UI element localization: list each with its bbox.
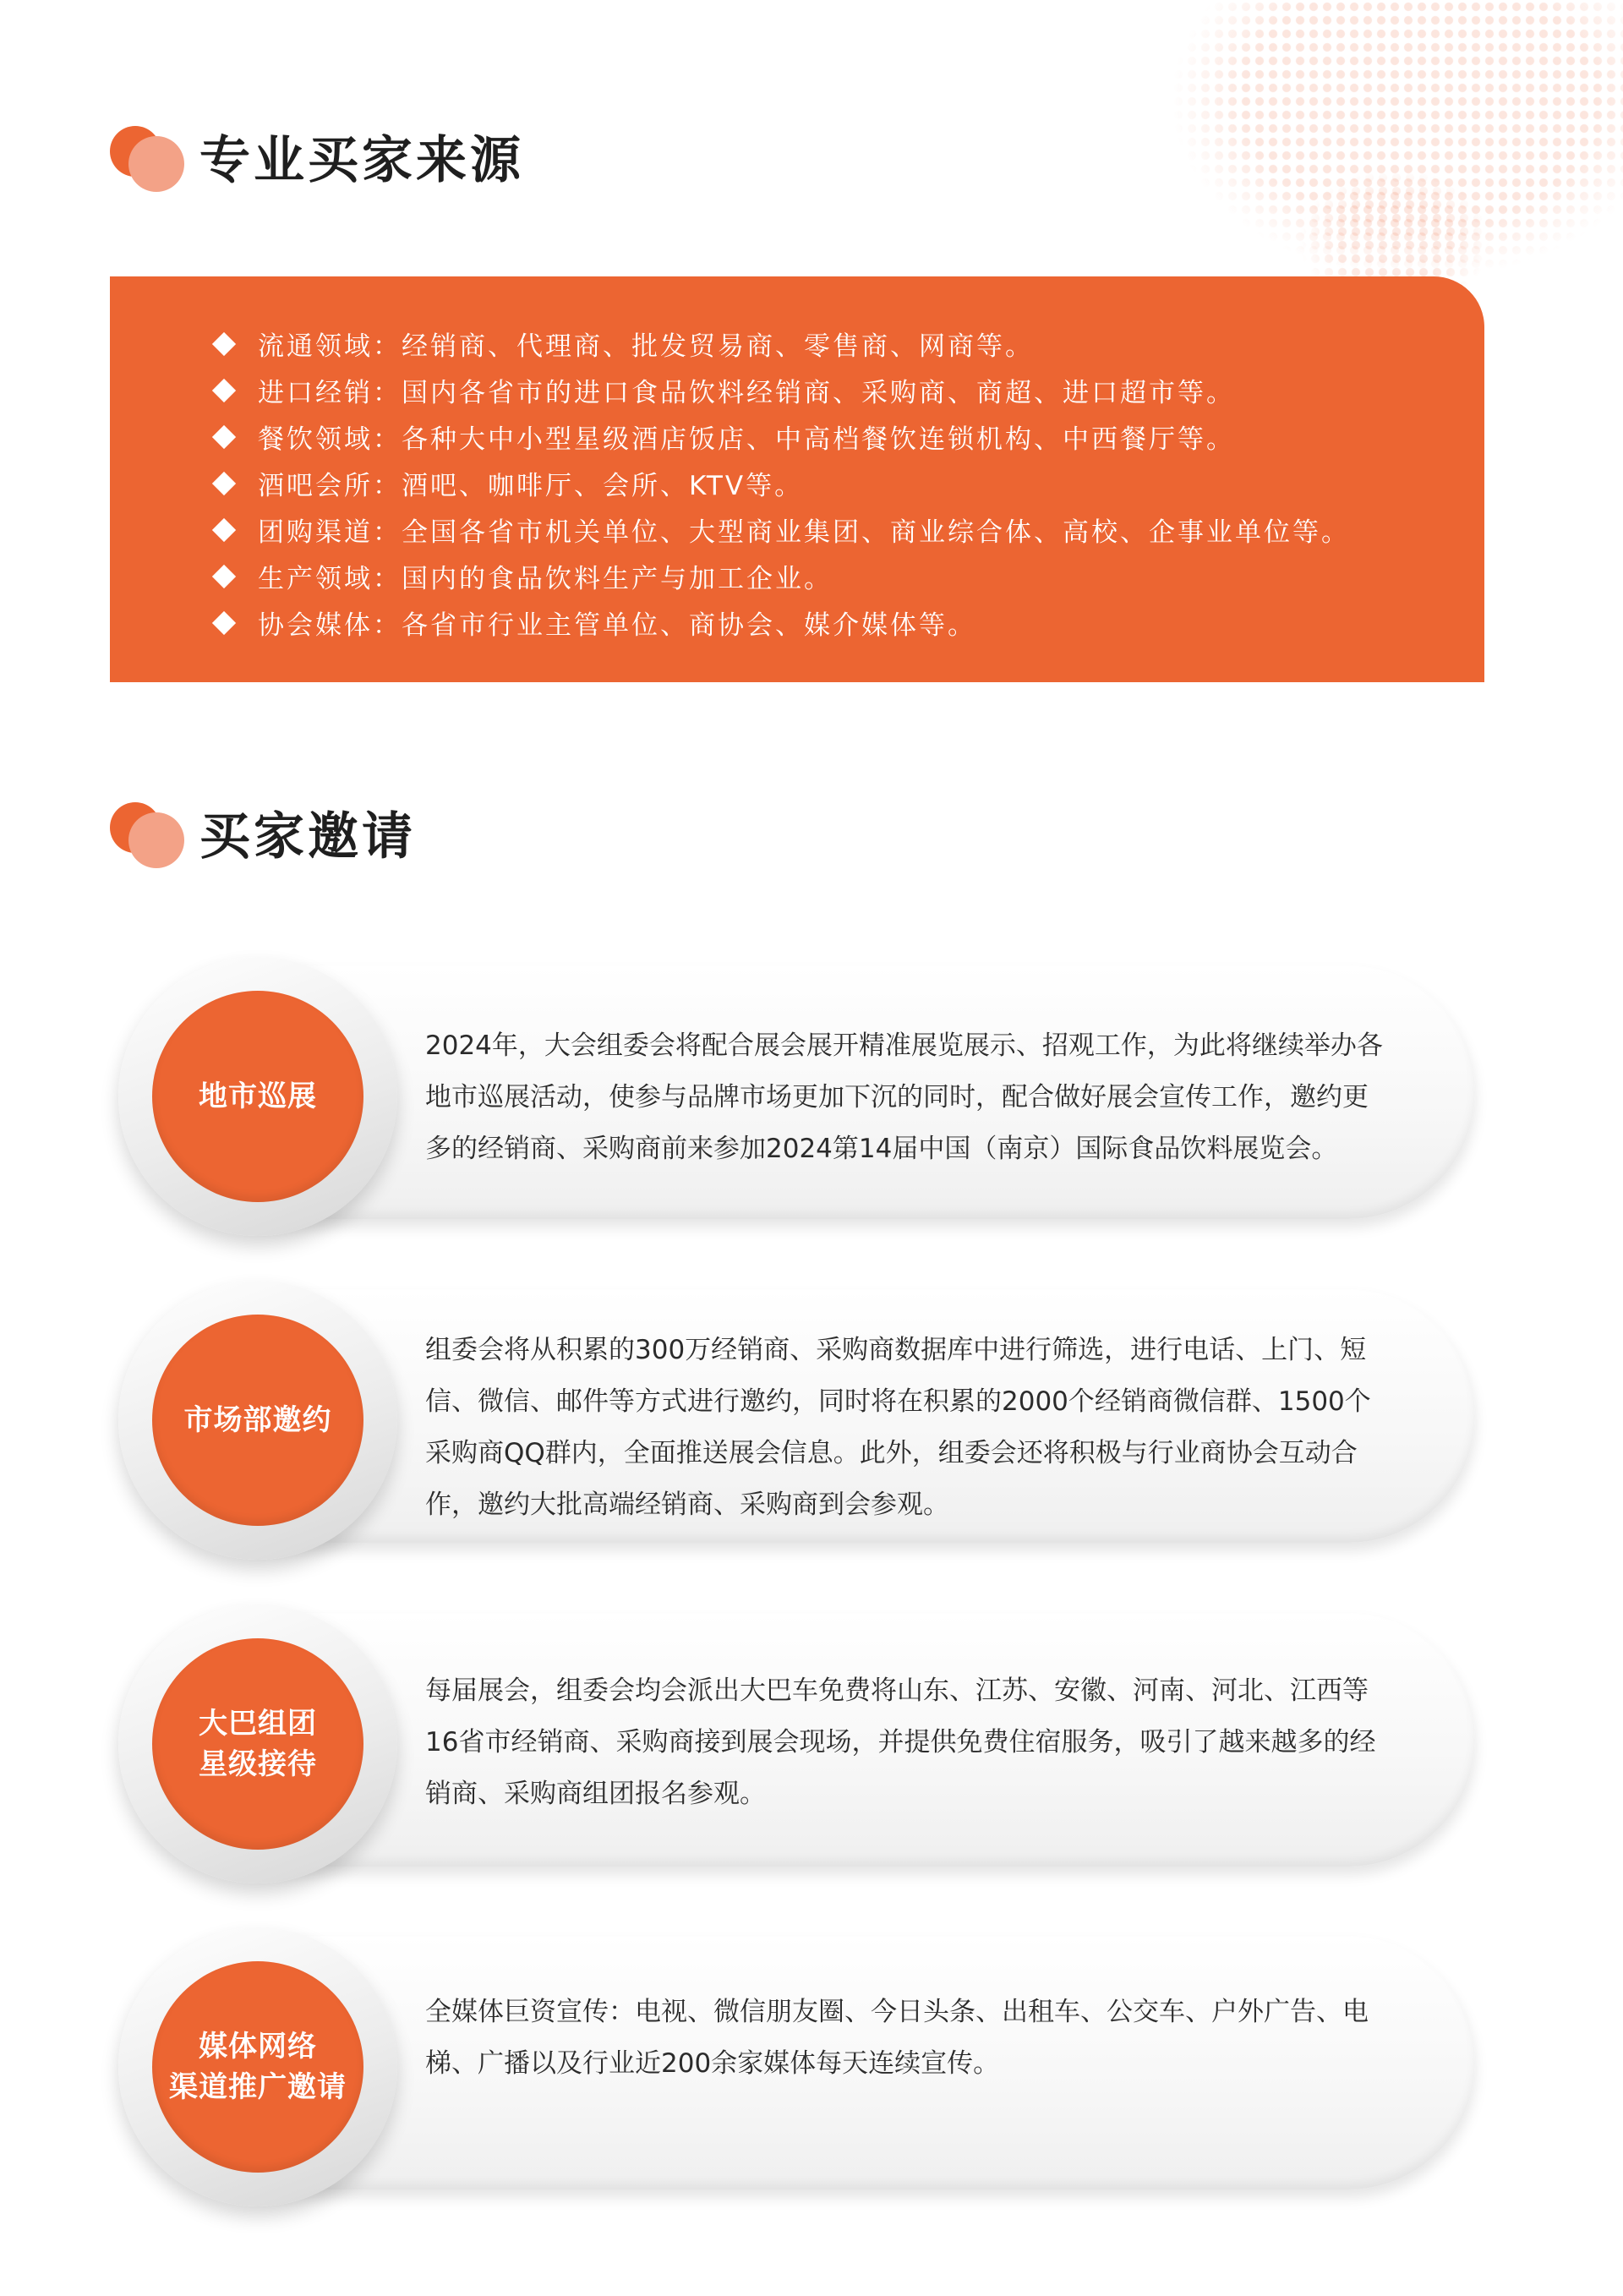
card-body-line: 组委会将从积累的300万经销商、采购商数据库中进行筛选，进行电话、上门、短 bbox=[425, 1335, 1367, 1365]
card-title-line: 星级接待 bbox=[199, 1747, 317, 1781]
source-item bbox=[216, 460, 1484, 506]
source-item bbox=[216, 506, 1484, 553]
source-label: 团购渠道： bbox=[258, 517, 402, 548]
invitation-card-media bbox=[118, 1936, 1475, 2198]
source-text: 国内各省市的进口食品饮料经销商、采购商、商超、进口超市等。 bbox=[402, 378, 1235, 408]
source-text: 各省市行业主管单位、商协会、媒介媒体等。 bbox=[402, 610, 976, 641]
source-text: 经销商、代理商、批发贸易商、零售商、网商等。 bbox=[402, 331, 1034, 362]
card-title-line: 媒体网络 bbox=[199, 2030, 317, 2064]
source-text: 酒吧、咖啡厅、会所、KTV等。 bbox=[402, 471, 804, 501]
heading-dots-icon bbox=[110, 123, 186, 190]
card-title-circle bbox=[152, 1315, 363, 1526]
card-body bbox=[425, 1987, 1541, 2090]
card-title-circle bbox=[152, 1638, 363, 1850]
card-title-line: 渠道推广邀请 bbox=[169, 2070, 347, 2104]
card-body-line: 采购商QQ群内，全面推送展会信息。此外，组委会还将积极与行业商协会互动合 bbox=[425, 1438, 1358, 1468]
source-label: 餐饮领域： bbox=[258, 424, 402, 455]
card-body-line: 多的经销商、采购商前来参加2024第14届中国（南京）国际食品饮料展览会。 bbox=[425, 1134, 1338, 1164]
source-item bbox=[216, 320, 1484, 367]
card-body bbox=[425, 1020, 1541, 1175]
invitation-card-marketing bbox=[118, 1289, 1475, 1551]
card-title-line: 地市巡展 bbox=[199, 1080, 317, 1113]
heading-dots-icon bbox=[110, 799, 186, 866]
card-title-circle bbox=[152, 1961, 363, 2173]
source-item bbox=[216, 367, 1484, 413]
source-label: 进口经销： bbox=[258, 378, 402, 408]
card-body bbox=[425, 1665, 1541, 1820]
sources-section-heading bbox=[110, 118, 524, 194]
card-body-line: 信、微信、邮件等方式进行邀约，同时将在积累的2000个经销商微信群、1500个 bbox=[425, 1386, 1371, 1417]
card-body-line: 全媒体巨资宣传：电视、微信朋友圈、今日头条、出租车、公交车、户外广告、电 bbox=[425, 1997, 1369, 2027]
source-label: 生产领域： bbox=[258, 564, 402, 594]
buyer-sources-box bbox=[110, 276, 1484, 682]
diamond-bullet-icon bbox=[212, 424, 236, 448]
source-item bbox=[216, 599, 1484, 646]
invitation-card-roadshow bbox=[118, 965, 1475, 1227]
diamond-bullet-icon bbox=[212, 517, 236, 541]
card-body-line: 2024年，大会组委会将配合展会展开精准展览展示、招观工作，为此将继续举办各 bbox=[425, 1030, 1383, 1061]
source-label: 酒吧会所： bbox=[258, 471, 402, 501]
card-body-line: 梯、广播以及行业近200余家媒体每天连续宣传。 bbox=[425, 2048, 1000, 2079]
source-text: 各种大中小型星级酒店饭店、中高档餐饮连锁机构、中西餐厅等。 bbox=[402, 424, 1235, 455]
card-body bbox=[425, 1325, 1541, 1531]
source-item bbox=[216, 553, 1484, 599]
card-title-circle bbox=[152, 991, 363, 1202]
invitation-card-bus-tour bbox=[118, 1613, 1475, 1875]
card-body-line: 每届展会，组委会均会派出大巴车免费将山东、江苏、安徽、河南、河北、江西等 bbox=[425, 1676, 1369, 1706]
invitation-title: 买家邀请 bbox=[199, 807, 416, 866]
card-title-line: 大巴组团 bbox=[199, 1707, 317, 1741]
diamond-bullet-icon bbox=[212, 471, 236, 495]
card-body-line: 地市巡展活动，使参与品牌市场更加下沉的同时，配合做好展会宣传工作，邀约更 bbox=[425, 1082, 1369, 1112]
card-body-line: 16省市经销商、采购商接到展会现场，并提供免费住宿服务，吸引了越来越多的经 bbox=[425, 1727, 1376, 1758]
source-text: 国内的食品饮料生产与加工企业。 bbox=[402, 564, 833, 594]
source-item bbox=[216, 413, 1484, 460]
diamond-bullet-icon bbox=[212, 378, 236, 402]
card-body-line: 销商、采购商组团报名参观。 bbox=[425, 1779, 766, 1809]
source-label: 协会媒体： bbox=[258, 610, 402, 641]
card-title-line: 市场部邀约 bbox=[183, 1403, 332, 1437]
source-label: 流通领域： bbox=[258, 331, 402, 362]
source-text: 全国各省市机关单位、大型商业集团、商业综合体、高校、企事业单位等。 bbox=[402, 517, 1350, 548]
diamond-bullet-icon bbox=[212, 564, 236, 588]
diamond-bullet-icon bbox=[212, 331, 236, 355]
invitation-section-heading bbox=[110, 795, 416, 871]
diamond-bullet-icon bbox=[212, 610, 236, 634]
card-body-line: 作，邀约大批高端经销商、采购商到会参观。 bbox=[425, 1490, 949, 1520]
sources-title: 专业买家来源 bbox=[199, 131, 524, 190]
